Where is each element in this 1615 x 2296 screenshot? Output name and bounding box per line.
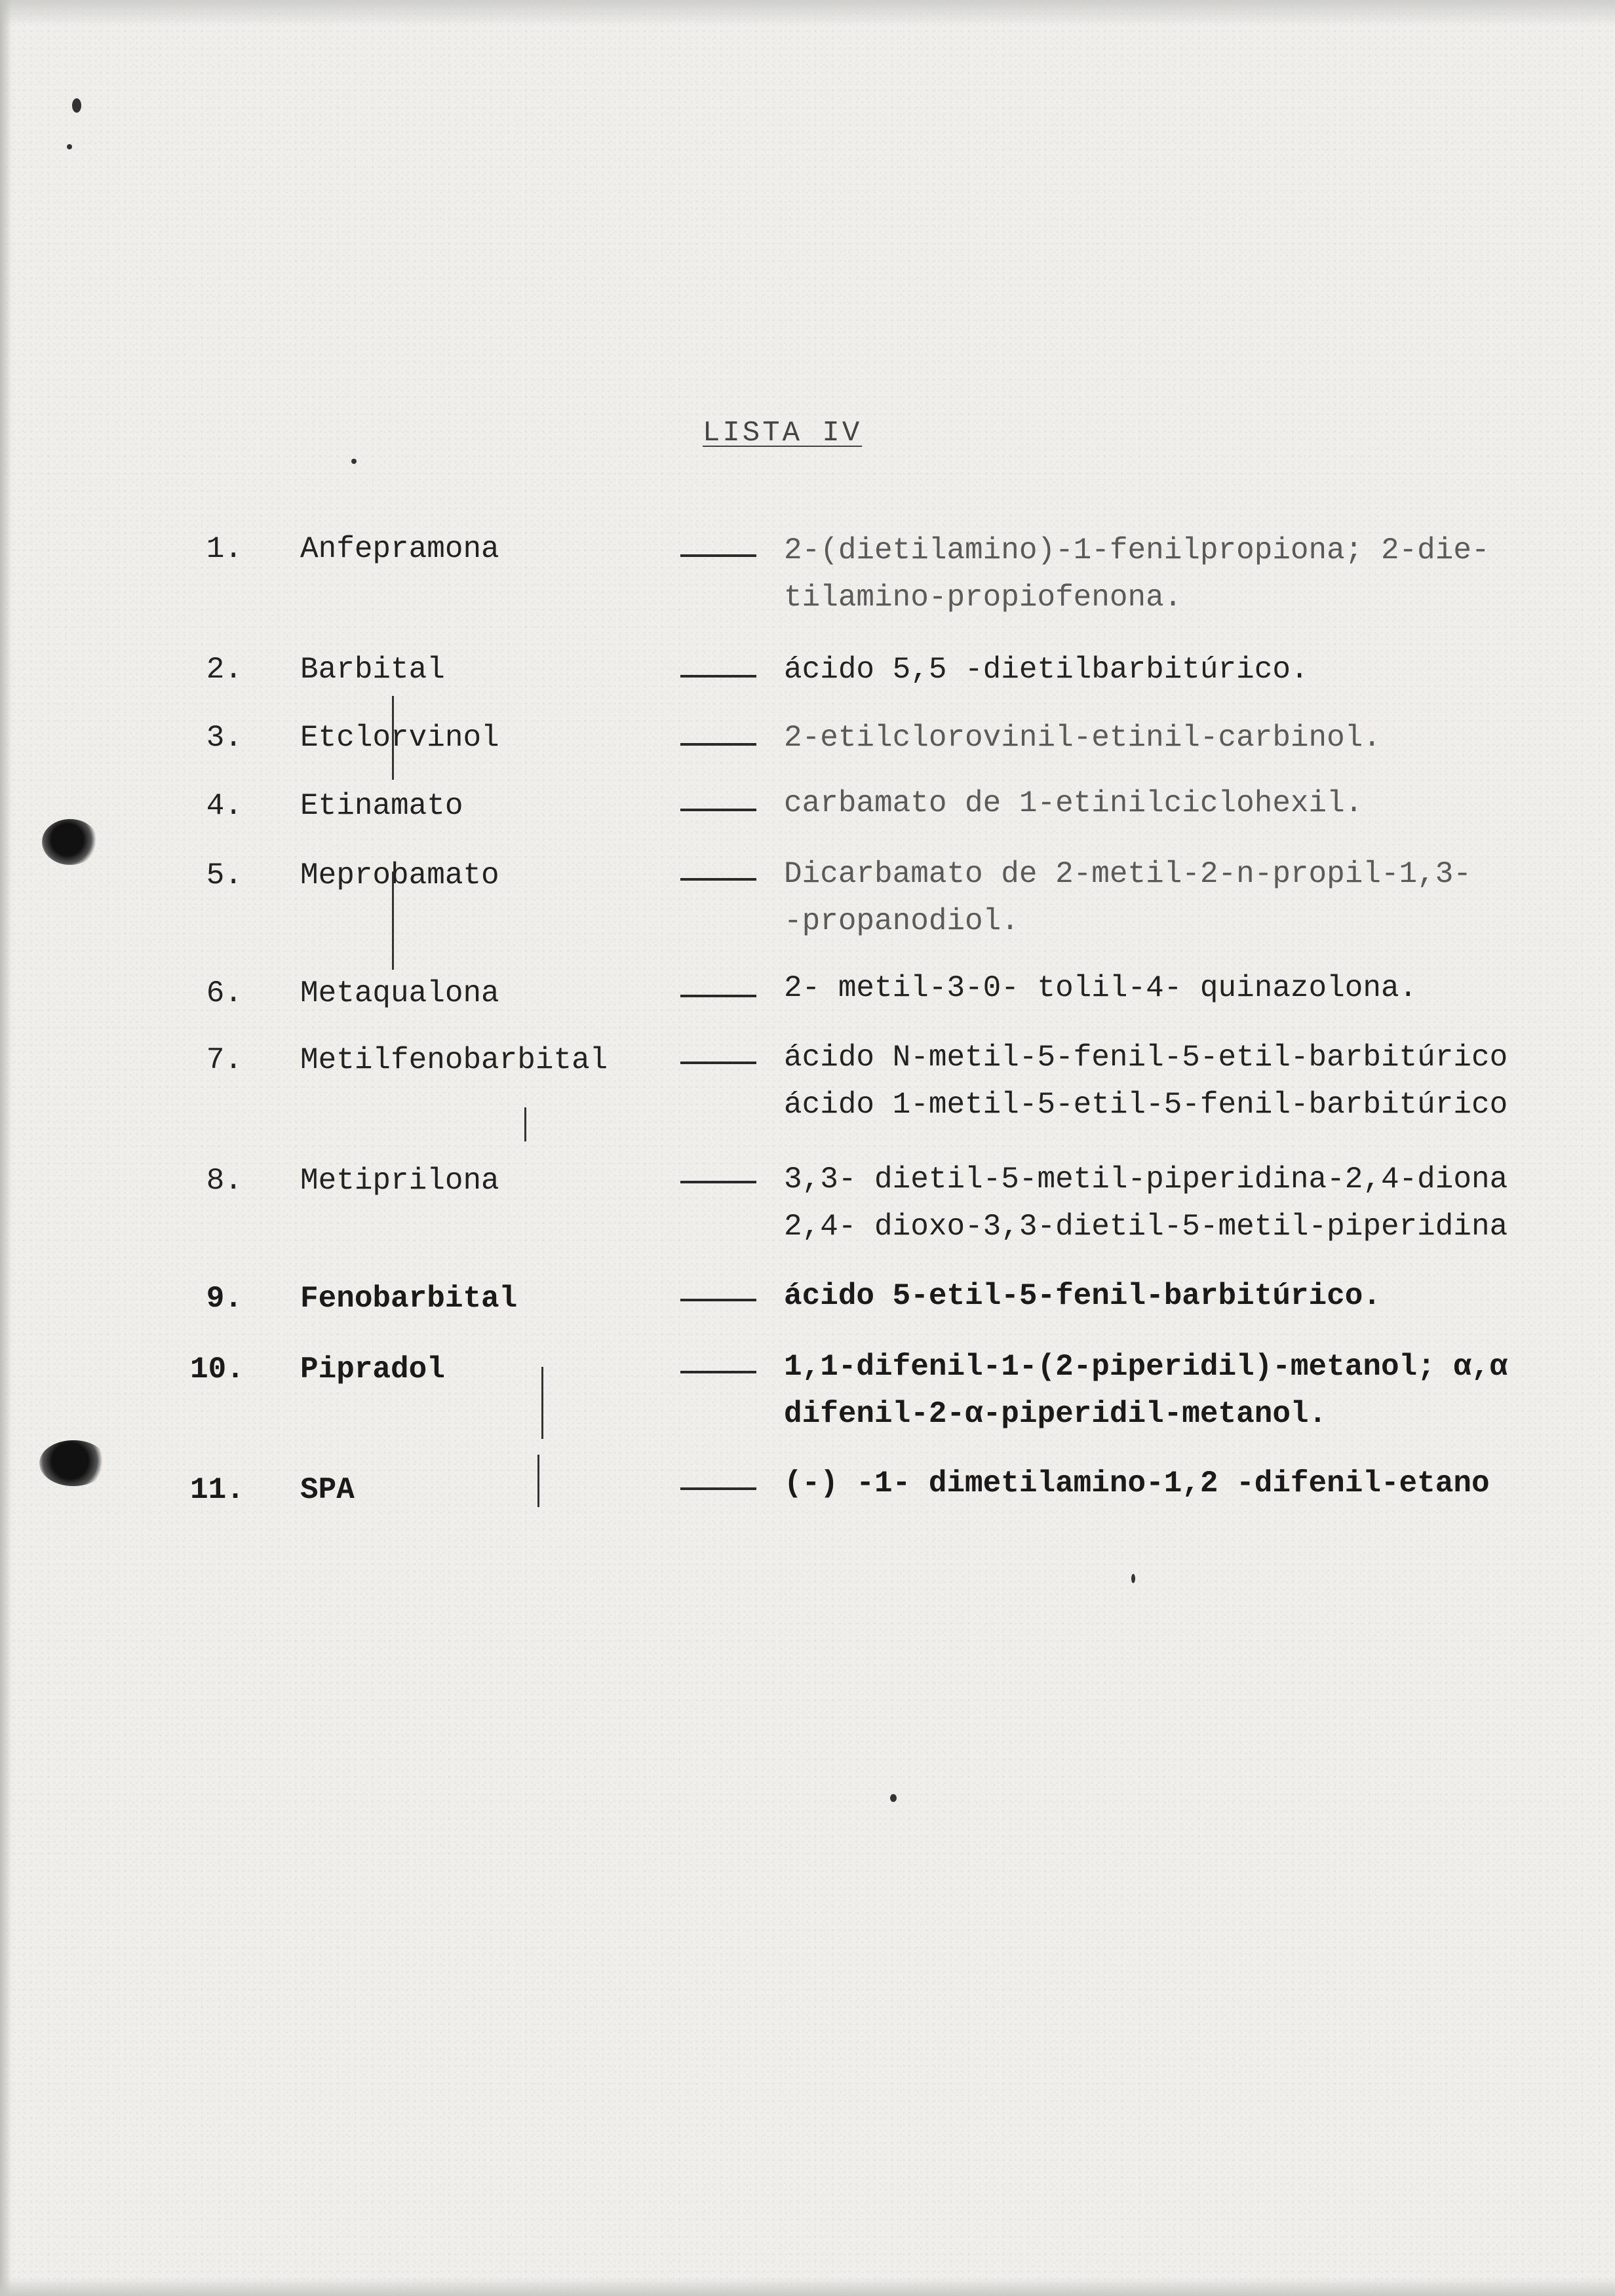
separator-dash (680, 1487, 756, 1490)
chemical-name-line: 2-(dietilamino)-1-fenilpropiona; 2-die- (784, 533, 1490, 567)
chemical-name-line: difenil-2-α-piperidil-metanol. (784, 1397, 1327, 1431)
separator-dash (680, 995, 756, 997)
item-number: 9. (206, 1282, 243, 1316)
speck (72, 98, 81, 113)
substance-name: Etinamato (300, 789, 463, 823)
separator-dash (680, 1371, 756, 1373)
speck (67, 144, 72, 149)
chemical-name-line: 2-etilclorovinil-etinil-carbinol. (784, 721, 1381, 755)
chemical-name-line: ácido 5,5 -dietilbarbitúrico. (784, 653, 1309, 687)
item-number: 1. (206, 532, 243, 566)
substance-name: SPA (300, 1473, 355, 1507)
item-number: 6. (206, 976, 243, 1010)
substance-name: Metilfenobarbital (300, 1043, 608, 1077)
pencil-mark (541, 1367, 543, 1439)
scan-left-edge (0, 0, 12, 2296)
separator-dash (680, 1299, 756, 1301)
speck (351, 459, 357, 464)
substance-name: Etclorvinol (300, 721, 499, 755)
scan-bottom-edge (0, 2278, 1615, 2296)
chemical-name (784, 1156, 1508, 1250)
substance-name: Fenobarbital (300, 1282, 518, 1316)
substance-name: Pipradol (300, 1352, 445, 1387)
chemical-name-line: ácido 5-etil-5-fenil-barbitúrico. (784, 1279, 1381, 1313)
chemical-name-line: 1,1-difenil-1-(2-piperidil)-metanol; α,α (784, 1350, 1508, 1384)
chemical-name (784, 1272, 1381, 1320)
chemical-name (784, 1460, 1490, 1507)
substance-name: Metiprilona (300, 1164, 499, 1198)
chemical-name-line: 2- metil-3-0- tolil-4- quinazolona. (784, 971, 1418, 1005)
chemical-name (784, 1343, 1508, 1438)
substance-name: Barbital (300, 653, 445, 687)
item-number: 7. (206, 1043, 243, 1077)
chemical-name (784, 780, 1363, 827)
substance-name: Anfepramona (300, 532, 499, 566)
chemical-name-line: ácido N-metil-5-fenil-5-etil-barbitúrico (784, 1041, 1508, 1075)
separator-dash (680, 1181, 756, 1183)
chemical-name-line: 2,4- dioxo-3,3-dietil-5-metil-piperidina (784, 1210, 1508, 1244)
scan-top-edge (0, 0, 1615, 26)
pencil-mark (537, 1455, 539, 1507)
item-number: 4. (206, 789, 243, 823)
chemical-name-line: (-) -1- dimetilamino-1,2 -difenil-etano (784, 1466, 1490, 1501)
item-number: 2. (206, 653, 243, 687)
separator-dash (680, 809, 756, 811)
chemical-name (784, 851, 1471, 945)
speck (1131, 1574, 1135, 1583)
chemical-name (784, 527, 1490, 621)
chemical-name-line: tilamino-propiofenona. (784, 581, 1182, 615)
pencil-mark (524, 1107, 526, 1141)
chemical-name (784, 646, 1309, 693)
item-number: 8. (206, 1164, 243, 1198)
substance-name: Meprobamato (300, 858, 499, 892)
chemical-name-line: -propanodiol. (784, 904, 1019, 938)
item-number: 5. (206, 858, 243, 892)
page-title: LISTA IV (703, 417, 863, 450)
substance-name: Metaqualona (300, 976, 499, 1010)
chemical-name-line: 3,3- dietil-5-metil-piperidina-2,4-diona (784, 1162, 1508, 1196)
speck (890, 1794, 897, 1802)
separator-dash (680, 554, 756, 557)
chemical-name-line: Dicarbamato de 2-metil-2-n-propil-1,3- (784, 857, 1471, 891)
separator-dash (680, 878, 756, 881)
punch-hole-blot-lower (39, 1440, 107, 1486)
separator-dash (680, 675, 756, 678)
chemical-name-line: carbamato de 1-etinilciclohexil. (784, 786, 1363, 820)
separator-dash (680, 1062, 756, 1064)
chemical-name (784, 1034, 1508, 1128)
item-number: 11. (190, 1473, 244, 1507)
item-number: 3. (206, 721, 243, 755)
chemical-name-line: ácido 1-metil-5-etil-5-fenil-barbitúrico (784, 1088, 1508, 1122)
chemical-name (784, 965, 1417, 1012)
chemical-name (784, 714, 1381, 761)
item-number: 10. (190, 1352, 244, 1387)
punch-hole-blot-upper (42, 819, 98, 865)
separator-dash (680, 743, 756, 746)
